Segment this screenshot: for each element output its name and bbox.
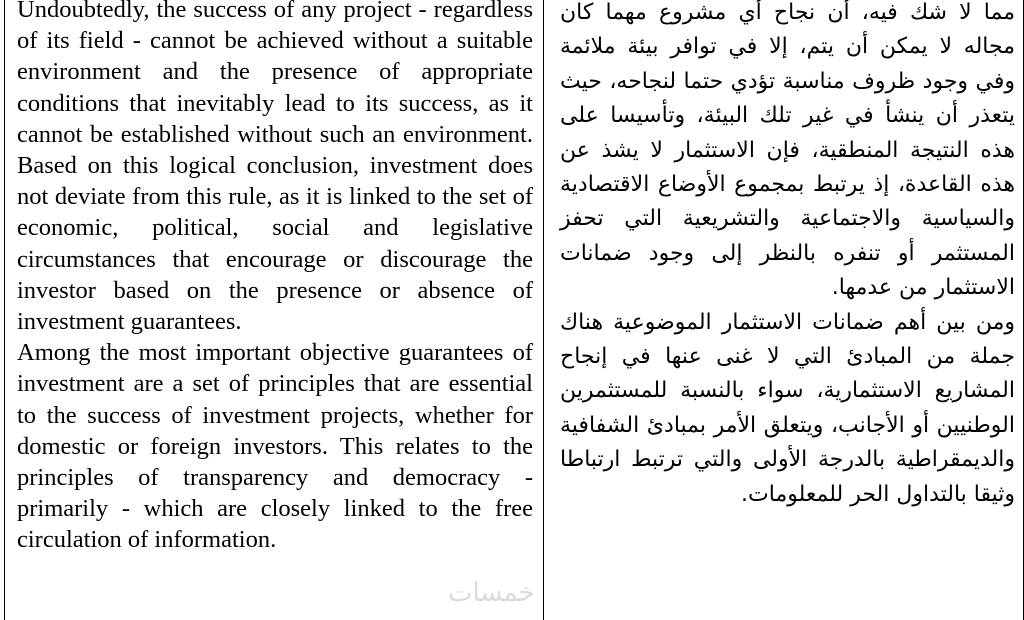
watermark-logo: خمسات [448, 578, 535, 608]
arabic-paragraph-1: مما لا شك فيه، أن نجاح أي مشروع مهما كان مجاله لا يمكن أن يتم، إلا في توافر بيئة ملائمة وفي وجود ظروف مناسبة تؤدي حتما لنجاحه، حيث يتعذر أن ينشأ في غير تلك البيئة، وتأسيسا على هذه النتيجة المنطقية، فإن الاستثمار لا يشذ عن هذه القاعدة، إذ يرتبط بمجموع الأوضاع الاقتصادية والسياسية والاجتماعية والتشريعية التي تحفز المستثمر أو تنفره بالنظر إلى وجود ضمانات الاستثمار من عدمها. [560, 0, 1015, 301]
english-paragraph-2: Among the most important objective guarantees of investment are a set of principles that are essential to the success of investment projects, whether for domestic or foreign investors. This relates to the principles of transparency and democracy - primarily - which are closely linked to the free circulation of information. [17, 339, 533, 554]
arabic-column [546, 0, 1024, 620]
arabic-text [560, 0, 1015, 512]
english-paragraph-1: Undoubtedly, the success of any project - regardless of its field - cannot be achieved without a suitable environment and the presence of appropriate conditions that inevitably lead to its success, as it cannot be established without such an environment. Based on this logical conclusion, investment does not deviate from this rule, as it is linked to the set of economic, political, social and legislative circumstances that encourage or discourage the investor based on the presence or absence of investment guarantees. [17, 0, 533, 336]
english-column [4, 0, 544, 620]
arabic-paragraph-2: ومن بين أهم ضمانات الاستثمار الموضوعية هناك جملة من المبادئ التي لا غنى عنها في إنجاح المشاريع الاستثمارية، سواء بالنسبة للمستثمرين الوطنيين أو الأجانب، ويتعلق الأمر بمبادئ الشفافية والديمقراطية بالدرجة الأولى والتي ترتبط ارتباطا وثيقا بالتداول الحر للمعلومات. [560, 309, 1015, 507]
english-text [17, 0, 533, 556]
